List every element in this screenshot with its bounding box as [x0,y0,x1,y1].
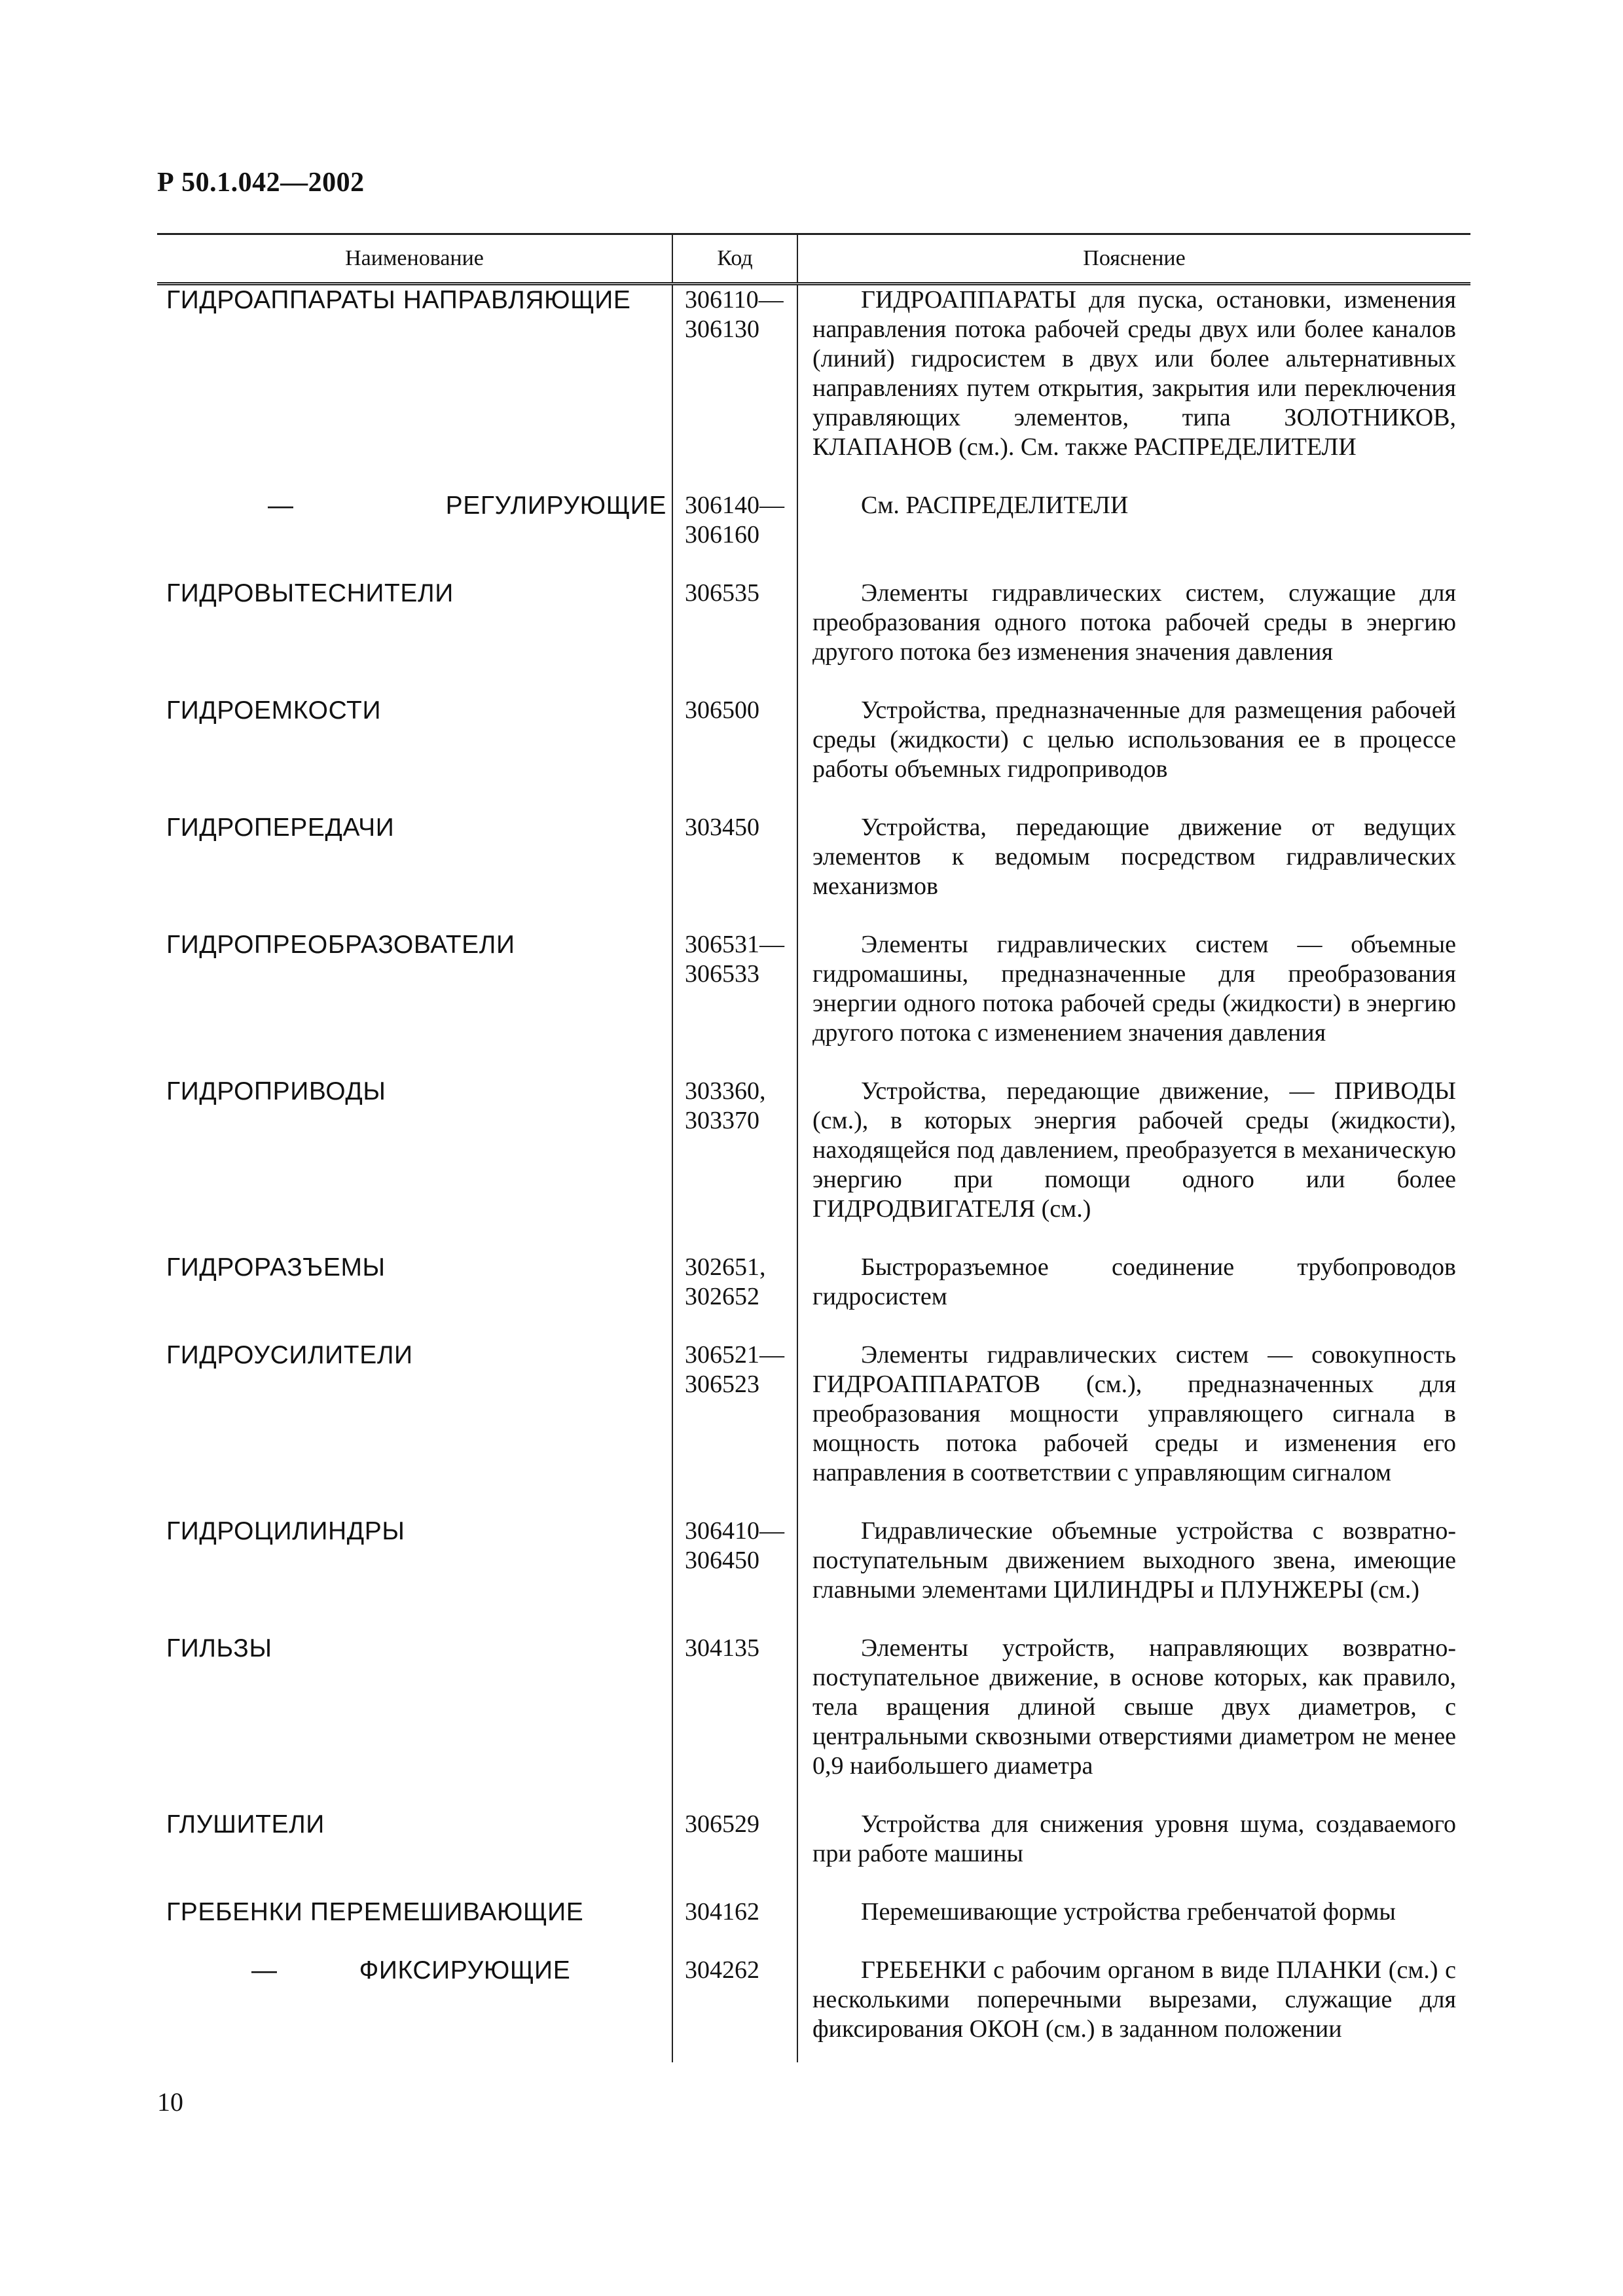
term-explanation: ГИДРОАППАРАТЫ для пуска, остановки, изменения направления потока рабочей среды двух или более каналов (линий) гидросистем в двух или более альтернативных направлениях путем открытия, закрытия или переключения управляющих элементов, типа ЗОЛОТНИКОВ, КЛАПАНОВ (см.). См. также РАСПРЕДЕЛИТЕЛИ [797,284,1470,488]
column-header-code: Код [672,234,797,284]
ditto-dash: — [251,1956,278,1984]
table-row [157,1806,1470,1893]
column-header-explanation: Пояснение [797,234,1470,284]
term-explanation: Устройства, передающие движение, — ПРИВОДЫ (см.), в которых энергия рабочей среды (жидкости), находящейся под давлением, преобразуется в механическую энергию при помощи одного или более ГИДРОДВИГАТЕЛЯ (см.) [797,1073,1470,1249]
term-name: ГИДРОПЕРЕДАЧИ [166,814,395,842]
term-explanation: ГРЕБЕНКИ с рабочим органом в виде ПЛАНКИ (см.) с несколькими поперечными вырезами, служащие для фиксирования ОКОН (см.) в заданном положении [797,1952,1470,2062]
term-name: ГИЛЬЗЫ [166,1634,272,1662]
table-row [157,926,1470,1073]
table-row [157,1893,1470,1952]
table-row [157,692,1470,809]
term-explanation: Перемешивающие устройства гребенчатой формы [797,1893,1470,1952]
table-row [157,1249,1470,1336]
term-code: 303450 [672,809,797,926]
term-code: 306140— 306160 [672,487,797,575]
table-row [157,575,1470,692]
table-row [157,1952,1470,2062]
term-explanation: Устройства, передающие движение от ведущих элементов к ведомым посредством гидравлических механизмов [797,809,1470,926]
term-name: ГИДРОАППАРАТЫ НАПРАВЛЯЮЩИЕ [166,286,631,314]
terms-table [157,233,1470,2062]
table-row [157,1336,1470,1513]
term-code: 304135 [672,1630,797,1806]
term-code: 302651, 302652 [672,1249,797,1336]
term-code: 306535 [672,575,797,692]
term-code: 306521— 306523 [672,1336,797,1513]
term-code: 304262 [672,1952,797,2062]
term-code: 306500 [672,692,797,809]
term-name: ГИДРОПРИВОДЫ [166,1077,386,1105]
term-explanation: Элементы гидравлических систем, служащие для преобразования одного потока рабочей среды в энергию другого потока без изменения значения давления [797,575,1470,692]
column-header-name: Наименование [157,234,672,284]
table-row [157,1073,1470,1249]
term-explanation: Элементы устройств, направляющих возвратно-поступательное движение, в основе которых, как правило, тела вращения длиной свыше двух диаметров, с центральными сквозными отверстиями диаметром не менее 0,9 наибольшего диаметра [797,1630,1470,1806]
term-name: ГИДРОВЫТЕСНИТЕЛИ [166,579,454,607]
table-row [157,809,1470,926]
term-name: ГИДРОУСИЛИТЕЛИ [166,1341,413,1369]
term-explanation: Элементы гидравлических систем — совокупность ГИДРОАППАРАТОВ (см.), предназначенных для преобразования мощности управляющего сигнала в мощность потока рабочей среды и изменения его направления в соответствии с управляющим сигналом [797,1336,1470,1513]
term-code: 306410— 306450 [672,1513,797,1630]
table-row [157,1513,1470,1630]
term-code: 306531— 306533 [672,926,797,1073]
term-explanation: Устройства, предназначенные для размещения рабочей среды (жидкости) с целью использования ее в процессе работы объемных гидроприводов [797,692,1470,809]
term-explanation: См. РАСПРЕДЕЛИТЕЛИ [797,487,1470,575]
term-code: 306110— 306130 [672,284,797,488]
term-name: — ФИКСИРУЮЩИЕ [251,1956,571,1984]
term-name: ГИДРОРАЗЪЕМЫ [166,1253,386,1282]
table-row [157,1630,1470,1806]
term-code: 304162 [672,1893,797,1952]
document-code: Р 50.1.042—2002 [157,168,365,198]
term-name: ГЛУШИТЕЛИ [166,1810,325,1839]
term-explanation: Устройства для снижения уровня шума, создаваемого при работе машины [797,1806,1470,1893]
table-row [157,487,1470,575]
term-explanation: Быстроразъемное соединение трубопроводов гидросистем [797,1249,1470,1336]
term-code: 303360, 303370 [672,1073,797,1249]
table-header-row [157,234,1470,284]
term-name: ГИДРОПРЕОБРАЗОВАТЕЛИ [166,931,515,959]
term-name: ГИДРОЕМКОСТИ [166,696,382,725]
page-number: 10 [157,2087,183,2117]
term-code: 306529 [672,1806,797,1893]
term-name: ГИДРОЦИЛИНДРЫ [166,1517,405,1545]
table-row [157,284,1470,488]
ditto-dash: — [268,492,294,520]
term-name: — РЕГУЛИРУЮЩИЕ [268,492,666,520]
term-explanation: Гидравлические объемные устройства с возвратно-поступательным движением выходного звена, имеющие главными элементами ЦИЛИНДРЫ и ПЛУНЖЕРЫ (см.) [797,1513,1470,1630]
term-explanation: Элементы гидравлических систем — объемные гидромашины, предназначенные для преобразования энергии одного потока рабочей среды (жидкости) в энергию другого потока с изменением значения давления [797,926,1470,1073]
term-name: ГРЕБЕНКИ ПЕРЕМЕШИВАЮЩИЕ [166,1898,584,1926]
